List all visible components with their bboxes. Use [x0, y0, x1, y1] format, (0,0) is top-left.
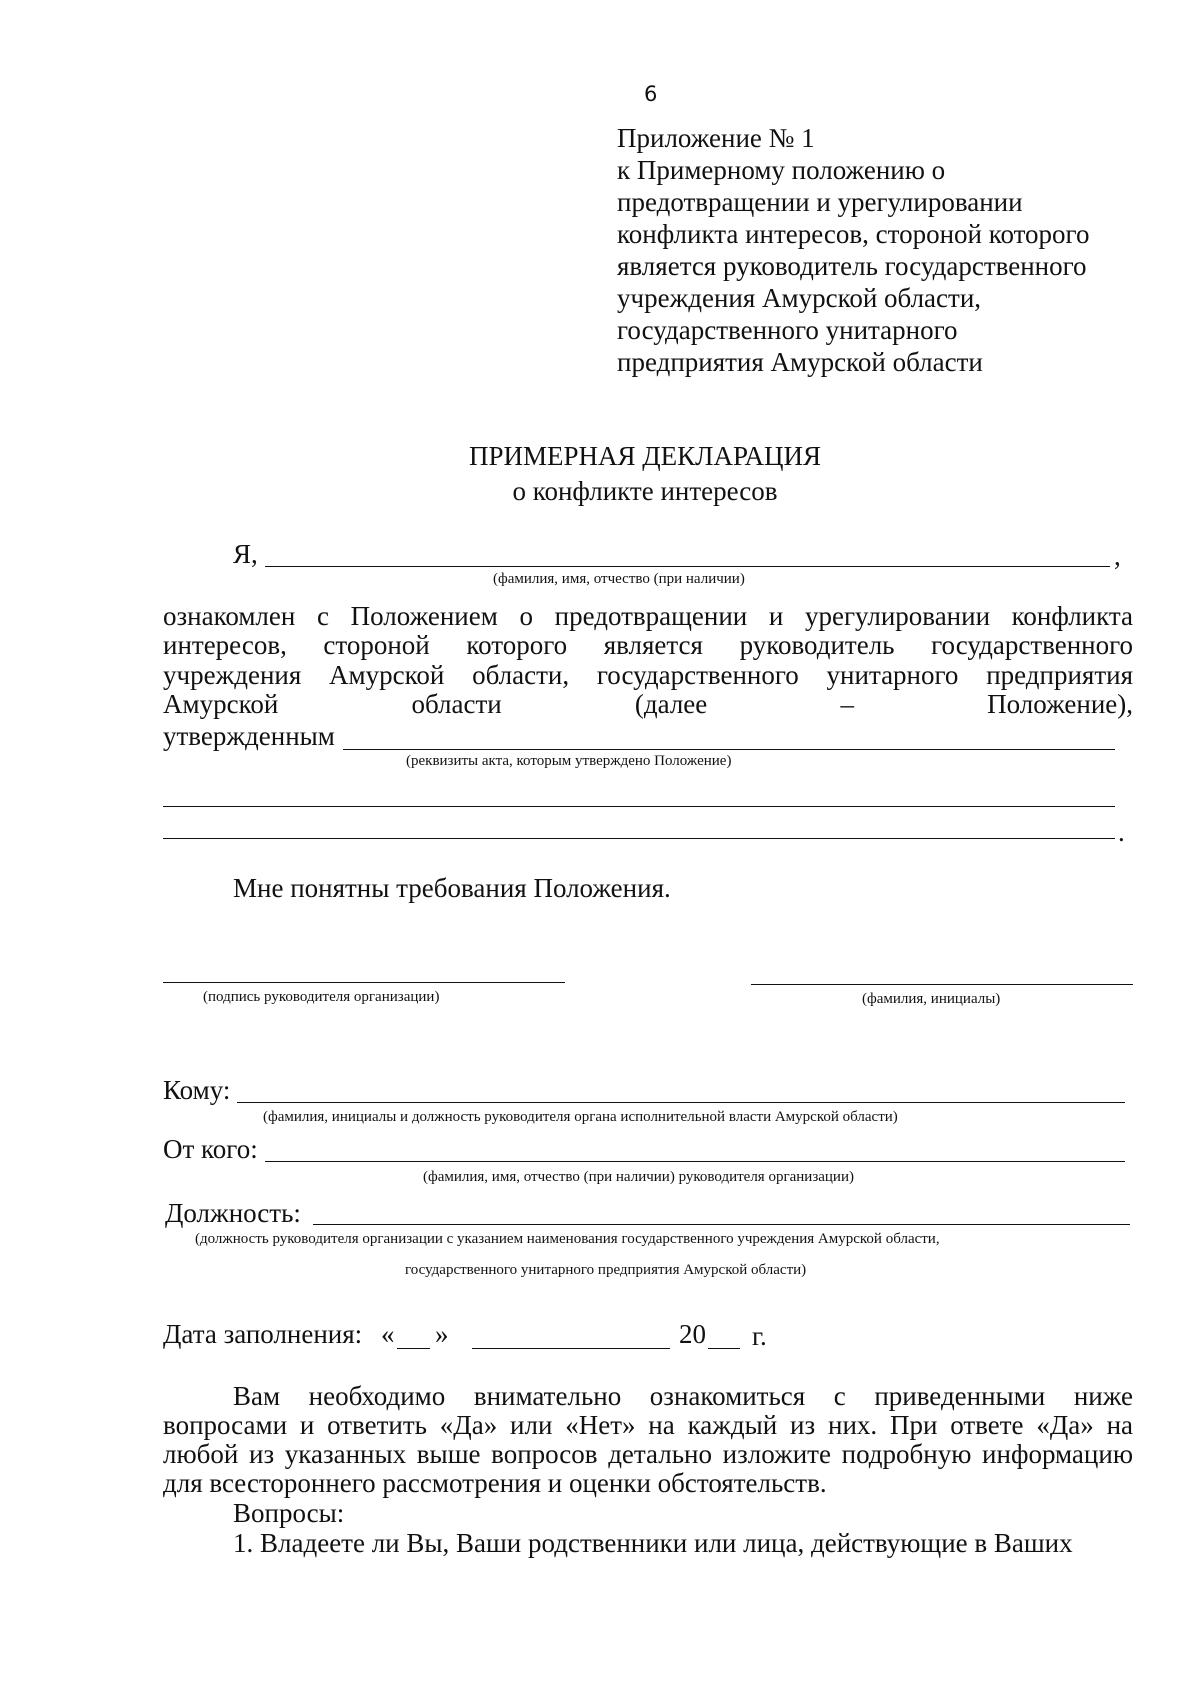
position-caption-2: государственного унитарного предприятия Амурской области): [405, 1262, 807, 1278]
page-number: 6: [644, 82, 658, 106]
date-year-prefix: 20: [679, 1319, 706, 1349]
approved-act-field-line-2[interactable]: [163, 806, 1115, 807]
approved-label: утвержденным: [163, 721, 335, 751]
declarant-caption: (фамилия, имя, отчество (при наличии): [493, 571, 745, 587]
annex-line: предотвращении и урегулировании: [617, 187, 1023, 217]
to-field[interactable]: [237, 1102, 1125, 1103]
understood-statement: Мне понятны требования Положения.: [233, 873, 671, 903]
annex-line: является руководитель государственного: [617, 251, 1087, 281]
document-subtitle: о конфликте интересов: [512, 476, 778, 506]
questions-label: Вопросы:: [233, 1498, 345, 1528]
position-field[interactable]: [313, 1224, 1130, 1225]
date-open-quote: «: [381, 1319, 395, 1349]
from-field[interactable]: [265, 1161, 1125, 1162]
position-label: Должность:: [165, 1198, 301, 1228]
date-year-field[interactable]: [708, 1348, 740, 1349]
annex-line: учреждения Амурской области,: [617, 283, 982, 313]
approved-end-mark: .: [1118, 817, 1125, 847]
instructions-paragraph: [163, 1382, 1133, 1498]
instructions-line: любой из указанных выше вопросов детально изложите подробную информацию: [163, 1439, 1133, 1469]
question-1: 1. Владеете ли Вы, Ваши родственники или лица, действующие в Ваших: [233, 1528, 1073, 1558]
date-close-quote: »: [435, 1319, 449, 1349]
document-title: ПРИМЕРНАЯ ДЕКЛАРАЦИЯ: [468, 441, 822, 471]
acquainted-line: Амурской области (далее – Положение),: [163, 689, 1133, 719]
initials-field[interactable]: [751, 984, 1133, 985]
annex-line: конфликта интересов, стороной которого: [617, 219, 1090, 249]
signature-caption: (подпись руководителя организации): [203, 989, 440, 1005]
annex-block: [617, 122, 1089, 378]
date-label: Дата заполнения:: [163, 1319, 363, 1349]
acquainted-line: учреждения Амурской области, государственного унитарного предприятия: [163, 660, 1133, 690]
annex-line: к Примерному положению о: [617, 155, 946, 185]
date-year-suffix: г.: [752, 1321, 767, 1351]
acquainted-line: интересов, стороной которого является руководитель государственного: [163, 630, 1133, 660]
date-day-field[interactable]: [397, 1348, 430, 1349]
declarant-prefix: Я,: [233, 539, 258, 569]
approved-act-field-line-3[interactable]: [163, 838, 1115, 839]
annex-line: предприятия Амурской области: [617, 347, 983, 377]
signature-field[interactable]: [163, 982, 565, 983]
instructions-line: вопросами и ответить «Да» или «Нет» на каждый из них. При ответе «Да» на: [163, 1410, 1133, 1440]
instructions-line: для всестороннего рассмотрения и оценки обстоятельств.: [163, 1468, 827, 1498]
approved-act-field[interactable]: [343, 749, 1115, 750]
from-label: От кого:: [163, 1134, 258, 1164]
acquainted-line: ознакомлен с Положением о предотвращении и урегулировании конфликта: [163, 601, 1133, 631]
to-caption: (фамилия, инициалы и должность руководителя органа исполнительной власти Амурской области): [263, 1109, 898, 1125]
declarant-name-field[interactable]: [265, 566, 1110, 567]
from-caption: (фамилия, имя, отчество (при наличии) руководителя организации): [423, 1169, 854, 1185]
annex-line: государственного унитарного: [617, 315, 958, 345]
date-month-field[interactable]: [472, 1348, 670, 1349]
position-caption-1: (должность руководителя организации с указанием наименования государственного учреждения Амурской области,: [195, 1231, 940, 1247]
annex-line: Приложение № 1: [617, 123, 815, 153]
instructions-line: Вам необходимо внимательно ознакомиться с приведенными ниже: [233, 1381, 1133, 1411]
declarant-suffix: ,: [1114, 541, 1121, 571]
approved-caption: (реквизиты акта, которым утверждено Положение): [406, 753, 732, 769]
to-label: Кому:: [163, 1075, 231, 1105]
initials-caption: (фамилия, инициалы): [862, 991, 1001, 1007]
